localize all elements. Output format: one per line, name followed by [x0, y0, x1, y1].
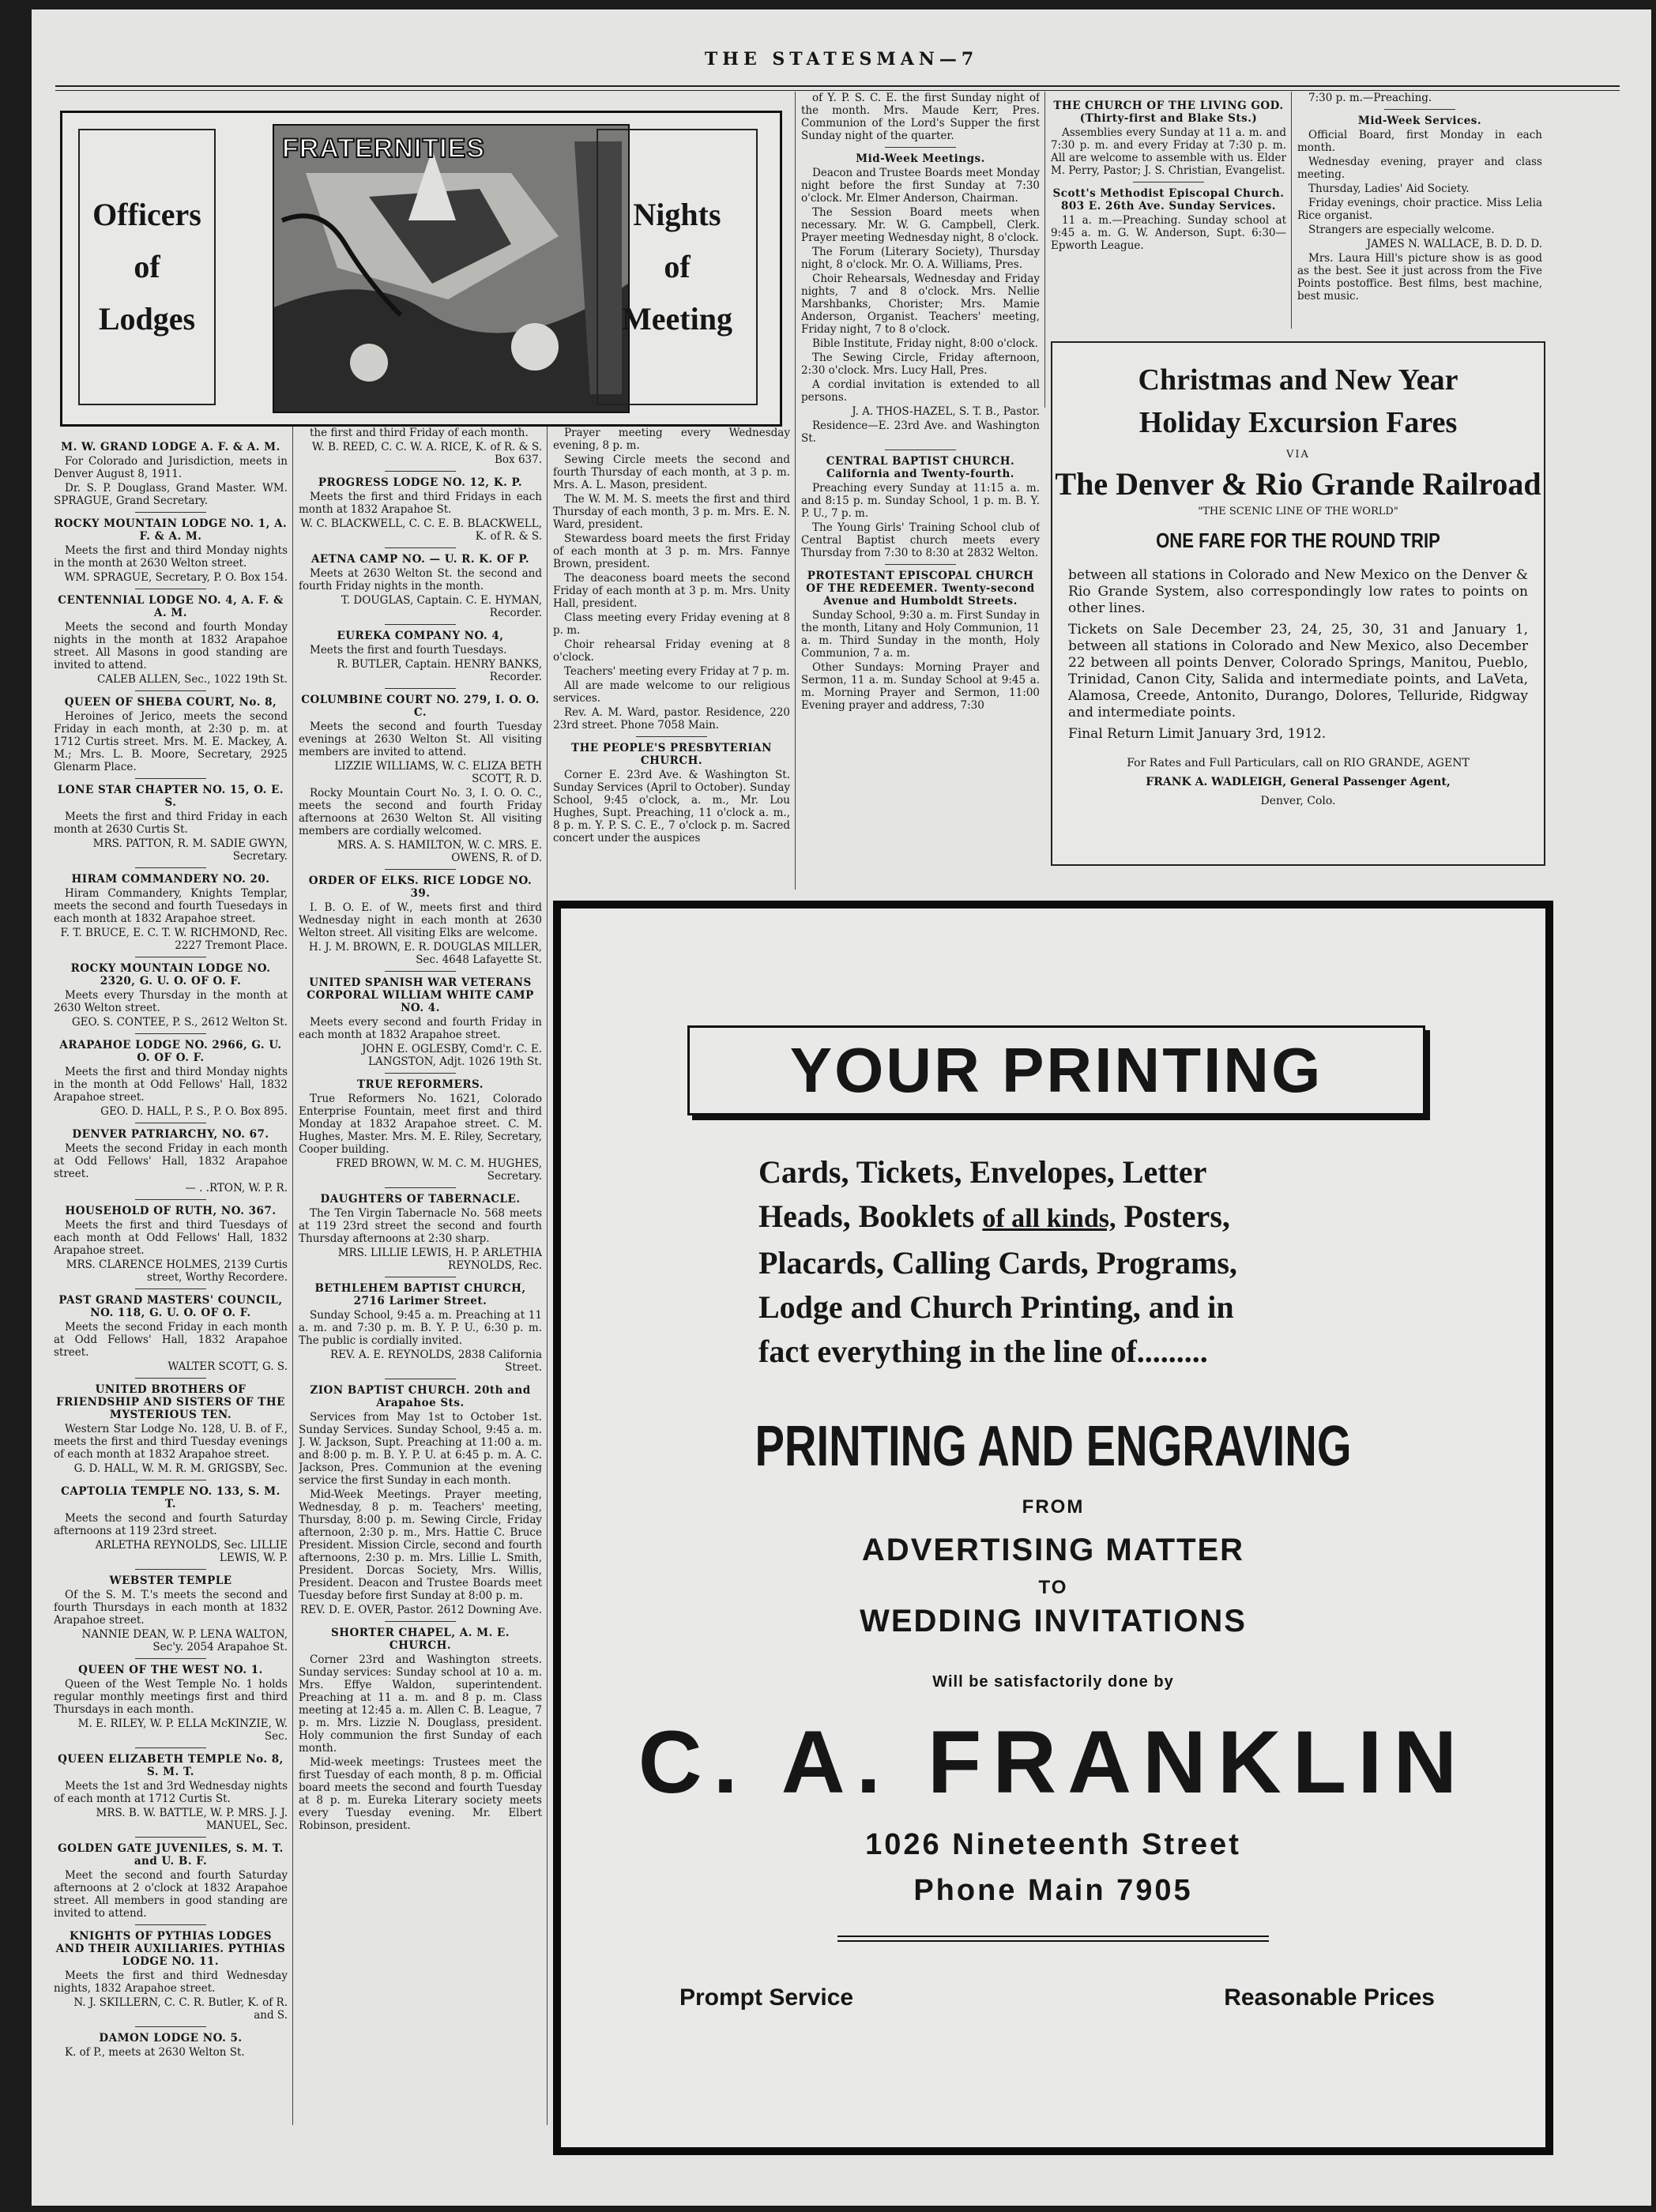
listing-text: Meets the first and third Monday nights in the month at 2630 Welton street. [54, 544, 288, 570]
listing-heading: BETHLEHEM BAPTIST CHURCH, 2716 Larimer Street. [314, 1282, 526, 1307]
listing-officers: H. J. M. BROWN, E. R. DOUGLAS MILLER, Sec. 4648 Lafayette St. [308, 941, 542, 966]
section-separator [135, 1837, 206, 1838]
listing-heading: GOLDEN GATE JUVENILES, S. M. T. and U. B. F. [58, 1842, 284, 1868]
section-separator [385, 688, 456, 689]
listing-heading: LONE STAR CHAPTER NO. 15, O. E. S. [57, 784, 284, 809]
listing-officers: NANNIE DEAN, W. P. LENA WALTON, Sec'y. 2054 Arapahoe St. [81, 1628, 288, 1653]
section-separator [135, 1569, 206, 1570]
header-label-word: of [134, 249, 160, 284]
section-separator [1384, 109, 1455, 110]
section-separator [135, 1747, 206, 1748]
excursion-via: VIA [1286, 449, 1310, 461]
column-divider [795, 92, 796, 890]
listing-heading: AETNA CAMP NO. — U. R. K. OF P. [310, 553, 530, 566]
excursion-paragraph: Tickets on Sale December 23, 24, 25, 30, 31 and January 1, between all stations in Colorado and New Mexico, also December 22 between all points Denver, Colorado Springs, Manitou, Pueblo, Trinidad, Canon City, Salida and intermediate points, and LaVeta, Alamosa, Creede, Antonito, Durango, Dolores, Telluride, Ridgway and intermediate points. [1068, 622, 1528, 720]
listing-heading: ROCKY MOUNTAIN LODGE NO. 1, A. F. & A. M. [54, 517, 288, 543]
excursion-paragraph: Final Return Limit January 3rd, 1912. [1068, 726, 1327, 742]
service-line: Lodge and Church Printing, and in [758, 1289, 1234, 1325]
listing-heading: ROCKY MOUNTAIN LODGE NO. 2320, G. U. O. OF O. F. [70, 962, 271, 988]
double-rule [837, 1936, 1269, 1942]
column-divider [547, 427, 548, 2125]
listing-text: Mid-Week Meetings. Prayer meeting, Wednesday, 8 p. m. Teachers' meeting, Thursday, 8:00 p. m. Sewing Circle, Friday afternoon, 2:30 p. m., Mrs. Hattie C. Bruce President. Mission Circle, second and fourth afternoons, 2:30 p. m. Mrs. Lillie L. Smith, President. Dorcas Society, Mrs. Willis, President. Deacon and Trustee Boards meet Tuesday before first Sunday at 8:00 p. m. [299, 1488, 542, 1602]
listing-officers: CALEB ALLEN, Sec., 1022 19th St. [96, 673, 288, 686]
column-churches-3 [1051, 95, 1286, 324]
header-label-word: Meeting [622, 301, 732, 337]
listing-text: Teachers' meeting every Friday at 7 p. m. [564, 665, 790, 678]
listing-officers: F. T. BRUCE, E. C. T. W. RICHMOND, Rec. 2227 Tremont Place. [60, 927, 288, 952]
wedding-invitations: WEDDING INVITATIONS [860, 1604, 1247, 1638]
listing-text: Meets the 1st and 3rd Wednesday nights of each month at 1712 Curtis St. [54, 1780, 288, 1805]
listing-officers: MRS. B. W. BATTLE, W. P. MRS. J. J. MANUEL, Sec. [96, 1807, 288, 1832]
listing-text: The Sewing Circle, Friday afternoon, 2:30 o'clock. Mrs. Lucy Hall, Pres. [801, 352, 1040, 377]
listing-text: Sunday School, 9:45 a. m. Preaching at 11 a. m. and 7:30 p. m. B. Y. P. U., 6:30 p. m. The public is cordially invited. [299, 1309, 542, 1347]
listing-text: Meet the second and fourth Saturday afternoons at 2 o'clock at 1832 Arapahoe street. All members in good standing are invited to attend. [54, 1869, 288, 1920]
listing-text: Meets every second and fourth Friday in each month at 1832 Arapahoe street. [299, 1016, 542, 1041]
your-printing-headline: YOUR PRINTING [687, 1025, 1425, 1115]
listing-heading: UNITED BROTHERS OF FRIENDSHIP AND SISTERS OF THE MYSTERIOUS TEN. [56, 1383, 285, 1421]
listing-text: Meets the first and third Tuesdays of each month at Odd Fellows' Hall, 1832 Arapahoe street. [54, 1219, 288, 1257]
masthead-rule-thin [55, 90, 1620, 91]
listing-text: All are made welcome to our religious services. [553, 679, 790, 705]
listing-officers: JAMES N. WALLACE, B. D. D. D. [1366, 238, 1542, 250]
service-line: fact everything in the line of......... [758, 1334, 1208, 1369]
listing-text: Bible Institute, Friday night, 8:00 o'clock. [812, 337, 1038, 350]
listing-officers: — . .RTON, W. P. R. [185, 1182, 288, 1194]
listing-text: Corner E. 23rd Ave. & Washington St. Sunday Services (April to October). Sunday School, 9:45 o'clock, a. m., Mr. Lou Hughes, Supt. Preaching, 11 o'clock a. m., 8 p. m. Y. P. S. C. E., 7 o'clock p. m. Sacred concert under the auspices [553, 769, 790, 845]
listing-text: The W. M. M. S. meets the first and third Thursday of each month, 3 p. m. Mrs. E. N. Ward, president. [553, 493, 790, 531]
excursion-agent: FRANK A. WADLEIGH, General Passenger Agent, [1146, 776, 1451, 788]
section-separator [636, 736, 707, 737]
excursion-city: Denver, Colo. [1260, 795, 1336, 807]
officers-of-lodges-label [78, 129, 216, 405]
listing-heading: PROGRESS LODGE NO. 12, K. P. [318, 476, 523, 489]
excursion-title-line2: Holiday Excursion Fares [1138, 406, 1458, 439]
printing-engraving-title: PRINTING AND ENGRAVING [755, 1415, 1352, 1478]
listing-heading: EUREKA COMPANY NO. 4, [337, 630, 504, 642]
column-lodges-2 [299, 427, 542, 2133]
fraternities-title: FRATERNITIES [282, 134, 485, 164]
franklin-name: C. A. FRANKLIN [638, 1713, 1469, 1811]
railroad-tagline: "THE SCENIC LINE OF THE WORLD" [1198, 506, 1398, 517]
listing-officers: ARLETHA REYNOLDS, Sec. LILLIE LEWIS, W. P. [95, 1539, 288, 1564]
listing-text: A cordial invitation is extended to all persons. [801, 378, 1040, 404]
listing-officers: W. B. REED, C. C. W. A. RICE, K. of R. & S. Box 637. [311, 441, 542, 466]
listing-text: The Forum (Literary Society), Thursday night, 8 o'clock. Mr. O. A. Williams, Pres. [801, 246, 1040, 271]
listing-text: For Colorado and Jurisdiction, meets in Denver August 8, 1911. [54, 455, 288, 480]
service-line: Cards, Tickets, Envelopes, Letter [758, 1154, 1207, 1190]
listing-text: Meets the first and third Fridays in each month at 1832 Arapahoe St. [299, 491, 542, 516]
listing-text: of Y. P. S. C. E. the first Sunday night of the month. Mrs. Maude Kerr, Pres. Communion of the Lord's Supper the first Sunday night of the quarter. [801, 92, 1040, 142]
listing-text: Meets the first and third Friday in each month at 2630 Curtis St. [54, 811, 288, 836]
listing-text: Wednesday evening, prayer and class meeting. [1297, 156, 1542, 181]
listing-text: Rev. A. M. Ward, pastor. Residence, 220 23rd street. Phone 7058 Main. [553, 706, 790, 732]
listing-text: Meets the first and third Monday nights in the month at Odd Fellows' Hall, 1832 Arapahoe street. [54, 1066, 288, 1104]
listing-heading: CENTRAL BAPTIST CHURCH. California and Twenty-fourth. [826, 455, 1015, 480]
listing-officers: N. J. SKILLERN, C. C. R. Butler, K. of R. and S. [73, 1996, 288, 2022]
listing-text: Of the S. M. T.'s meets the second and fourth Thursdays in each month at 1832 Arapahoe street. [54, 1589, 288, 1627]
section-separator [135, 1924, 206, 1925]
section-separator [135, 867, 206, 868]
listing-text: The deaconess board meets the second Friday of each month at 3 p. m. Mrs. Unity Hall, president. [553, 572, 790, 610]
column-divider [292, 427, 293, 2125]
listing-text: Residence—E. 23rd Ave. and Washington St. [801, 419, 1040, 445]
section-separator [385, 971, 456, 972]
listing-officers: FRED BROWN, W. M. C. M. HUGHES, Secretary. [335, 1157, 542, 1183]
listing-heading: M. W. GRAND LODGE A. F. & A. M. [61, 441, 280, 453]
listing-text: Queen of the West Temple No. 1 holds regular monthly meetings first and third Thursdays in each month. [54, 1678, 288, 1716]
section-separator [135, 690, 206, 691]
newspaper-page [32, 9, 1651, 2206]
listing-heading: QUEEN ELIZABETH TEMPLE No. 8, S. M. T. [58, 1753, 284, 1778]
listing-heading: THE PEOPLE'S PRESBYTERIAN CHURCH. [571, 742, 772, 767]
section-separator [135, 1033, 206, 1034]
section-separator [385, 471, 456, 472]
listing-heading: ORDER OF ELKS. RICE LODGE NO. 39. [308, 875, 533, 900]
column-divider [1291, 92, 1292, 329]
holiday-excursion-ad [1051, 341, 1545, 866]
listing-heading: WEBSTER TEMPLE [109, 1574, 232, 1587]
listing-heading: Scott's Methodist Episcopal Church. 803 E. 26th Ave. Sunday Services. [1052, 187, 1285, 213]
section-separator [135, 1199, 206, 1200]
listing-text: Meets the second Friday in each month at Odd Fellows' Hall, 1832 Arapahoe street. [54, 1142, 288, 1180]
listing-officers: WALTER SCOTT, G. S. [167, 1360, 288, 1373]
listing-heading: HIRAM COMMANDERY NO. 20. [71, 873, 270, 886]
service-text: Heads, Booklets [758, 1198, 975, 1234]
listing-text: Dr. S. P. Douglass, Grand Master. WM. SPRAGUE, Grand Secretary. [54, 482, 288, 507]
listing-text: Meets the first and third Wednesday nights, 1832 Arapahoe street. [54, 1969, 288, 1995]
listing-text: I. B. O. E. of W., meets first and third Wednesday night in each month at 2630 Welton street. All visiting Elks are welcome. [299, 901, 542, 939]
listing-officers: REV. A. E. REYNOLDS, 2838 California Street. [329, 1349, 542, 1374]
excursion-contact: For Rates and Full Particulars, call on RIO GRANDE, AGENT [1127, 757, 1470, 769]
listing-officers: GEO. D. HALL, P. S., P. O. Box 895. [100, 1105, 288, 1118]
franklin-address: 1026 Nineteenth Street [865, 1828, 1241, 1861]
listing-text: Class meeting every Friday evening at 8 p. m. [553, 611, 790, 637]
section-separator [385, 1073, 456, 1074]
excursion-title [1052, 359, 1544, 444]
listing-officers: T. DOUGLAS, Captain. C. E. HYMAN, Recorder. [341, 594, 542, 619]
section-separator [135, 1378, 206, 1379]
service-text: Posters, [1123, 1198, 1230, 1234]
header-label-lines [92, 189, 201, 345]
excursion-title-line1: Christmas and New Year [1138, 363, 1458, 397]
listing-text: Services from May 1st to October 1st. Sunday Services. Sunday School, 9:45 a. m. J. W. Jackson, Supt. Preaching at 11:00 a. m. and 8:00 p. m. B. Y. P. U. at 6:45 p. m. A. C. Jackson, Pres. Communion at the evening service the first Sunday in each month. [299, 1411, 542, 1487]
service-line: Placards, Calling Cards, Programs, [758, 1245, 1237, 1281]
listing-text: 7:30 p. m.—Preaching. [1308, 92, 1432, 104]
listing-text: 11 a. m.—Preaching. Sunday school at 9:45 a. m. G. W. Anderson, Supt. 6:30—Epworth League. [1051, 214, 1286, 252]
masthead-rule [55, 85, 1620, 87]
listing-text: Western Star Lodge No. 128, U. B. of F., meets the first and third Tuesday evenings of each month at 1832 Arapahoe street. [54, 1423, 288, 1461]
header-label-lines [622, 189, 732, 345]
listing-text: The Young Girls' Training School club of Central Baptist church meets every Thursday from 7:30 to 8:30 at 2832 Welton. [801, 521, 1040, 559]
listing-text: The Ten Virgin Tabernacle No. 568 meets at 119 23rd street the second and fourth Thursday afternoons at 2:30 sharp. [299, 1207, 542, 1245]
listing-text: Meets the second Friday in each month at Odd Fellows' Hall, 1832 Arapahoe street. [54, 1321, 288, 1359]
section-separator [135, 778, 206, 779]
listing-text: Choir Rehearsals, Wednesday and Friday nights, 7 and 8 o'clock. Mrs. Nellie Marshbanks, Chorister; Mrs. Mamie Anderson, Organist. Teachers' meeting, Friday night, 7 to 8 o'clock. [801, 273, 1040, 336]
will-be-done-by: Will be satisfactorily done by [932, 1673, 1174, 1691]
nights-of-meeting-label [597, 129, 758, 405]
column-lodges-1 [54, 436, 288, 2135]
listing-text: Choir rehearsal Friday evening at 8 o'clock. [553, 638, 790, 664]
from-label: FROM [1022, 1496, 1085, 1518]
listing-text: Prayer meeting every Wednesday evening, 8 p. m. [553, 427, 790, 452]
service-line [758, 1194, 1359, 1241]
fraternities-header [60, 111, 782, 427]
listing-heading: ZION BAPTIST CHURCH. 20th and Arapahoe Sts. [310, 1384, 531, 1409]
listing-heading: COLUMBINE COURT NO. 279, I. O. O. C. [301, 694, 540, 719]
listing-text: True Reformers No. 1621, Colorado Enterprise Fountain, meet first and third Monday at 1832 Arapahoe street. C. M. Hughes, Master. Mrs. M. E. Riley, Secretary, Cooper building. [299, 1093, 542, 1156]
listing-text: Thursday, Ladies' Aid Society. [1308, 182, 1470, 195]
listing-heading: THE CHURCH OF THE LIVING GOD. (Thirty-first and Blake Sts.) [1053, 100, 1284, 125]
listing-heading: DAUGHTERS OF TABERNACLE. [320, 1193, 521, 1206]
section-separator [135, 1658, 206, 1659]
listing-officers: MRS. A. S. HAMILTON, W. C. MRS. E. OWENS, R. of D. [337, 839, 542, 864]
listing-text: Meets at 2630 Welton St. the second and fourth Friday nights in the month. [299, 567, 542, 592]
header-label-word: of [664, 249, 691, 284]
listing-heading: PROTESTANT EPISCOPAL CHURCH OF THE REDEEMER. Twenty-second Avenue and Humboldt Streets. [806, 570, 1035, 608]
listing-officers: MRS. PATTON, R. M. SADIE GWYN, Secretary. [92, 837, 288, 863]
listing-officers: MRS. LILLIE LEWIS, H. P. ARLETHIA REYNOLDS, Rec. [337, 1247, 542, 1272]
listing-text: Hiram Commandery, Knights Templar, meets the second and fourth Tuesedays in each month at 1832 Arapahoe street. [54, 887, 288, 925]
listing-officers: G. D. HALL, W. M. R. M. GRIGSBY, Sec. [73, 1462, 288, 1475]
listing-text: Preaching every Sunday at 11:15 a. m. and 8:15 p. m. Sunday School, 1 p. m. B. Y. P. U., 7 p. m. [801, 482, 1040, 520]
listing-text: Mid-week meetings: Trustees meet the first Tuesday of each month, 8 p. m. Official board meets the second and fourth Tuesday at 8 p. m. Eureka Literary society meets every Tuesday evening. Mr. Elbert Robinson, president. [299, 1756, 542, 1832]
section-separator [385, 1621, 456, 1622]
listing-text: Sewing Circle meets the second and fourth Thursday of each month, at 3 p. m. Mrs. A. L. Mason, president. [553, 453, 790, 491]
listing-heading: SHORTER CHAPEL, A. M. E. CHURCH. [330, 1627, 510, 1652]
section-separator [885, 564, 956, 565]
section-separator [135, 1288, 206, 1289]
listing-text: the first and third Friday of each month. [310, 427, 529, 439]
franklin-phone: Phone Main 7905 [913, 1874, 1193, 1907]
listing-text: Other Sundays: Morning Prayer and Sermon, 11 a. m. Sunday School at 9:45 a. m. Morning Prayer and Sermon, 11:00 Evening prayer and address, 7:30 [801, 661, 1040, 712]
listing-text: Sunday School, 9:30 a. m. First Sunday in the month, Litany and Holy Communion, 11 a. m. Third Sunday in the month, Holy Communion, 7 a. m. [801, 609, 1040, 660]
fraternities-engraving-icon [274, 126, 628, 412]
section-separator [385, 1187, 456, 1188]
listing-officers: M. E. RILEY, W. P. ELLA McKINZIE, W. Sec. [77, 1717, 288, 1743]
excursion-body [1052, 567, 1544, 743]
listing-heading: ARAPAHOE LODGE NO. 2966, G. U. O. OF O. F. [59, 1039, 282, 1064]
service-text-underlined: of all kinds, [982, 1204, 1116, 1233]
listing-officers: WM. SPRAGUE, Secretary, P. O. Box 154. [64, 571, 288, 584]
to-label: TO [1038, 1577, 1068, 1598]
listing-text: Meets the first and fourth Tuesdays. [310, 644, 507, 656]
listing-heading: UNITED SPANISH WAR VETERANS CORPORAL WILLIAM WHITE CAMP NO. 4. [307, 976, 534, 1014]
column-churches-1 [553, 427, 790, 893]
listing-heading: QUEEN OF SHEBA COURT, No. 8, [64, 696, 277, 709]
listing-officers: J. A. THOS-HAZEL, S. T. B., Pastor. [852, 405, 1040, 418]
listing-text: Heroines of Jerico, meets the second Friday in each month, at 2:30 p. m. at 1712 Curtis street. Mrs. M. E. Mackey, A. M.; Mrs. L. B. Moore, Secretary, 2925 Glenarm Place. [54, 710, 288, 773]
listing-heading: CAPTOLIA TEMPLE NO. 133, S. M. T. [61, 1485, 280, 1510]
listing-text: Deacon and Trustee Boards meet Monday night before the first Sunday at 7:30 o'clock. Mr. Elmer Anderson, Chairman. [801, 167, 1040, 205]
listing-heading: Mid-Week Meetings. [856, 152, 985, 165]
listing-text: The Session Board meets when necessary. Mr. W. G. Campbell, Clerk. Prayer meeting Wednesday night, 8 o'clock. [801, 206, 1040, 244]
listing-text: Meets the second and fourth Monday nights in the month at 1832 Arapahoe street. All Masons in good standing are invited to attend. [54, 621, 288, 672]
listing-officers: MRS. CLARENCE HOLMES, 2139 Curtis street, Worthy Recordere. [66, 1258, 288, 1284]
listing-text: Meets the second and fourth Saturday afternoons at 119 23rd street. [54, 1512, 288, 1537]
listing-officers: GEO. S. CONTEE, P. S., 2612 Welton St. [71, 1016, 288, 1029]
listing-text: Meets every Thursday in the month at 2630 Welton street. [54, 989, 288, 1014]
section-separator [385, 547, 456, 548]
section-separator [885, 147, 956, 148]
section-separator [135, 2026, 206, 2027]
listing-text: Official Board, first Monday in each month. [1297, 129, 1542, 154]
listing-heading: PAST GRAND MASTERS' COUNCIL, NO. 118, G. U. O. OF O. F. [58, 1294, 283, 1319]
listing-officers: JOHN E. OGLESBY, Comd'r. C. E. LANGSTON, Adjt. 1026 19th St. [362, 1043, 542, 1068]
header-label-word: Officers [92, 197, 201, 232]
listing-officers: REV. D. E. OVER, Pastor. 2612 Downing Ave. [300, 1604, 542, 1616]
reasonable-prices: Reasonable Prices [1224, 1984, 1435, 2011]
round-trip-fare: ONE FARE FOR THE ROUND TRIP [1156, 529, 1440, 552]
masthead: THE STATESMAN—7 [704, 49, 979, 70]
listing-heading: HOUSEHOLD OF RUTH, NO. 367. [65, 1205, 277, 1217]
column-divider [1044, 92, 1045, 408]
section-separator [385, 869, 456, 870]
listing-heading: DENVER PATRIARCHY, NO. 67. [72, 1128, 269, 1141]
listing-officers: LIZZIE WILLIAMS, W. C. ELIZA BETH SCOTT, R. D. [334, 760, 542, 785]
listing-text: K. of P., meets at 2630 Welton St. [65, 2046, 245, 2059]
listing-heading: QUEEN OF THE WEST NO. 1. [78, 1664, 263, 1676]
listing-officers: W. C. BLACKWELL, C. C. E. B. BLACKWELL, K. of R. & S. [300, 517, 542, 543]
listing-heading: Mid-Week Services. [1357, 115, 1482, 127]
advertising-matter: ADVERTISING MATTER [861, 1533, 1245, 1567]
printing-ad [553, 901, 1553, 2155]
railroad-name: The Denver & Rio Grande Railroad [1055, 466, 1541, 502]
listing-heading: CENTENNIAL LODGE NO. 4, A. F. & A. M. [58, 594, 284, 619]
column-churches-4 [1297, 92, 1542, 329]
listing-text: Mrs. Laura Hill's picture show is as good as the best. See it just across from the Five Points postoffice. Best films, best machine, best music. [1297, 252, 1542, 303]
header-label-word: Lodges [98, 301, 196, 337]
fraternities-illustration [273, 124, 630, 413]
listing-text: Corner 23rd and Washington streets. Sunday services: Sunday school at 10 a. m. Mrs. Effye Waldon, superintendent. Preaching at 11 a. m. and 8 p. m. Class meeting at 12:45 a. m. Allen C. B. League, 7 p. m. Mrs. Lizzie N. Douglass, president. Holy communion the first Sunday of each month. [299, 1653, 542, 1755]
column-churches-2 [801, 92, 1040, 890]
excursion-paragraph: between all stations in Colorado and New Mexico on the Denver & Rio Grande System, also correspondingly low rates to points on other lines. [1068, 567, 1528, 616]
listing-officers: R. BUTLER, Captain. HENRY BANKS, Recorder. [337, 658, 542, 683]
header-label-word: Nights [633, 197, 721, 232]
listing-heading: KNIGHTS OF PYTHIAS LODGES AND THEIR AUXILIARIES. PYTHIAS LODGE NO. 11. [55, 1930, 286, 1968]
listing-heading: TRUE REFORMERS. [356, 1078, 484, 1091]
listing-text: Rocky Mountain Court No. 3, I. O. O. C., meets the second and fourth Friday afternoons at 2630 Welton St. All visiting members are cordially welcomed. [299, 787, 542, 837]
printing-services-list [758, 1150, 1359, 1374]
section-separator [385, 624, 456, 625]
prompt-service: Prompt Service [679, 1984, 854, 2011]
listing-text: Strangers are especially welcome. [1308, 224, 1495, 236]
listing-heading: DAMON LODGE NO. 5. [99, 2032, 243, 2045]
section-separator [135, 512, 206, 513]
listing-text: Meets the second and fourth Tuesday evenings at 2630 Welton St. All visiting members are invited to attend. [299, 720, 542, 758]
listing-text: Friday evenings, choir practice. Miss Lelia Rice organist. [1297, 197, 1542, 222]
listing-text: Stewardess board meets the first Friday of each month at 3 p. m. Mrs. Fannye Brown, president. [553, 532, 790, 570]
listing-text: Assemblies every Sunday at 11 a. m. and 7:30 p. m. and every Friday at 7:30 p. m. All are welcome to assemble with us. Elder M. Perry, Pastor; J. S. Christian, Evangelist. [1051, 126, 1286, 177]
